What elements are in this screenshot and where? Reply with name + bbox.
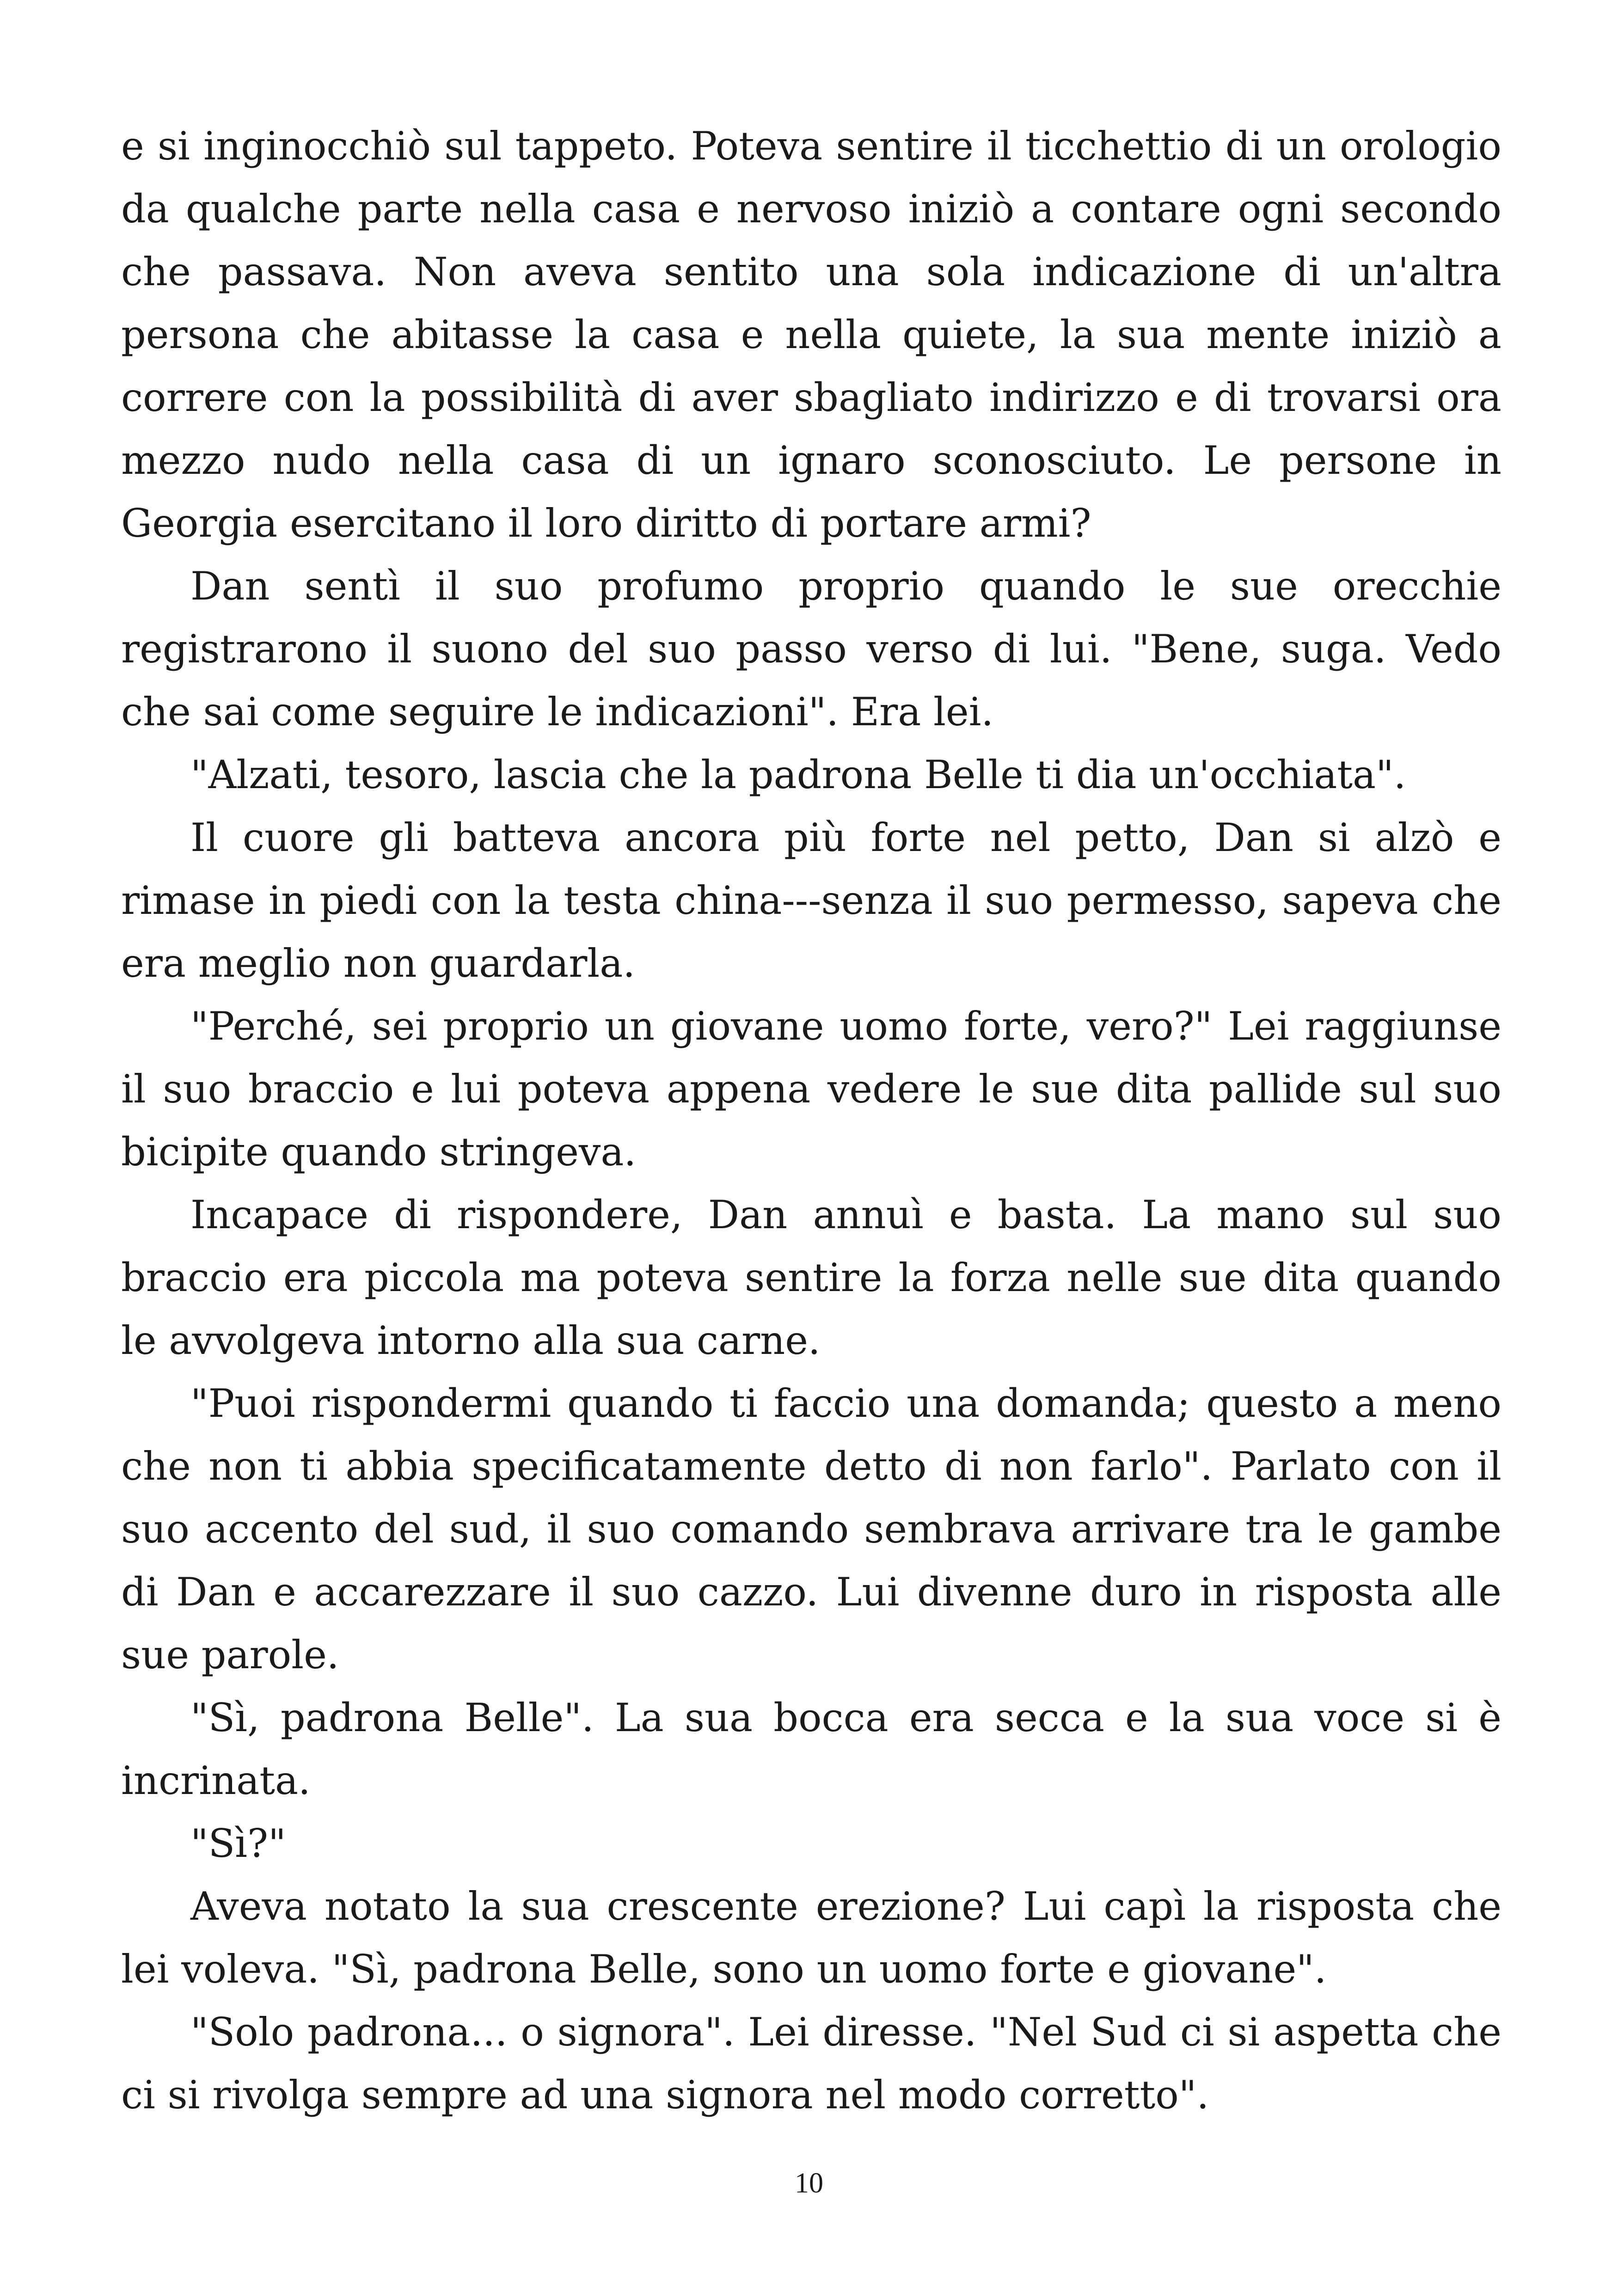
paragraph: Il cuore gli batteva ancora più forte nel petto, Dan si alzò e rimase in piedi con la testa china---senza il suo permesso, sapeva che era meglio non guardarla. — [121, 815, 1502, 986]
paragraph: "Sì?" — [190, 1821, 286, 1866]
paragraph: "Sì, padrona Belle". La sua bocca era secca e la sua voce si è incrinata. — [121, 1695, 1502, 1803]
paragraph: "Alzati, tesoro, lascia che la padrona Belle ti dia un'occhiata". — [190, 752, 1406, 797]
paragraph: "Puoi rispondermi quando ti faccio una domanda; questo a meno che non ti abbia specificatamente detto di non farlo". Parlato con il suo accento del sud, il suo comando sembrava arrivare tra le gambe di Dan e accarezzare il suo cazzo. Lui divenne duro in risposta alle sue parole. — [121, 1381, 1502, 1678]
paragraph: Incapace di rispondere, Dan annuì e basta. La mano sul suo braccio era piccola ma poteva sentire la forza nelle sue dita quando le avvolgeva intorno alla sua carne. — [121, 1192, 1502, 1363]
paragraph: "Solo padrona... o signora". Lei diresse. "Nel Sud ci si aspetta che ci si rivolga sempre ad una signora nel modo corretto". — [121, 2009, 1502, 2118]
paragraph: e si inginocchiò sul tappeto. Poteva sentire il ticchettio di un orologio da qualche parte nella casa e nervoso iniziò a contare ogni secondo che passava. Non aveva sentito una sola indicazione di un'altra persona che abitasse la casa e nella quiete, la sua mente iniziò a correre con la possibilità di aver sbagliato indirizzo e di trovarsi ora mezzo nudo nella casa di un ignaro sconosciuto. Le persone in Georgia esercitano il loro diritto di portare armi? — [121, 123, 1502, 546]
paragraph: Dan sentì il suo profumo proprio quando le sue orecchie registrarono il suono del suo passo verso di lui. "Bene, suga. Vedo che sai come seguire le indicazioni". Era lei. — [121, 563, 1502, 735]
paragraph: "Perché, sei proprio un giovane uomo forte, vero?" Lei raggiunse il suo braccio e lui poteva appena vedere le sue dita pallide sul suo bicipite quando stringeva. — [121, 1004, 1502, 1175]
page-number: 10 — [795, 2167, 823, 2199]
body-text — [121, 115, 1502, 2126]
paragraph: Aveva notato la sua crescente erezione? Lui capì la risposta che lei voleva. "Sì, padrona Belle, sono un uomo forte e giovane". — [121, 1884, 1502, 1992]
